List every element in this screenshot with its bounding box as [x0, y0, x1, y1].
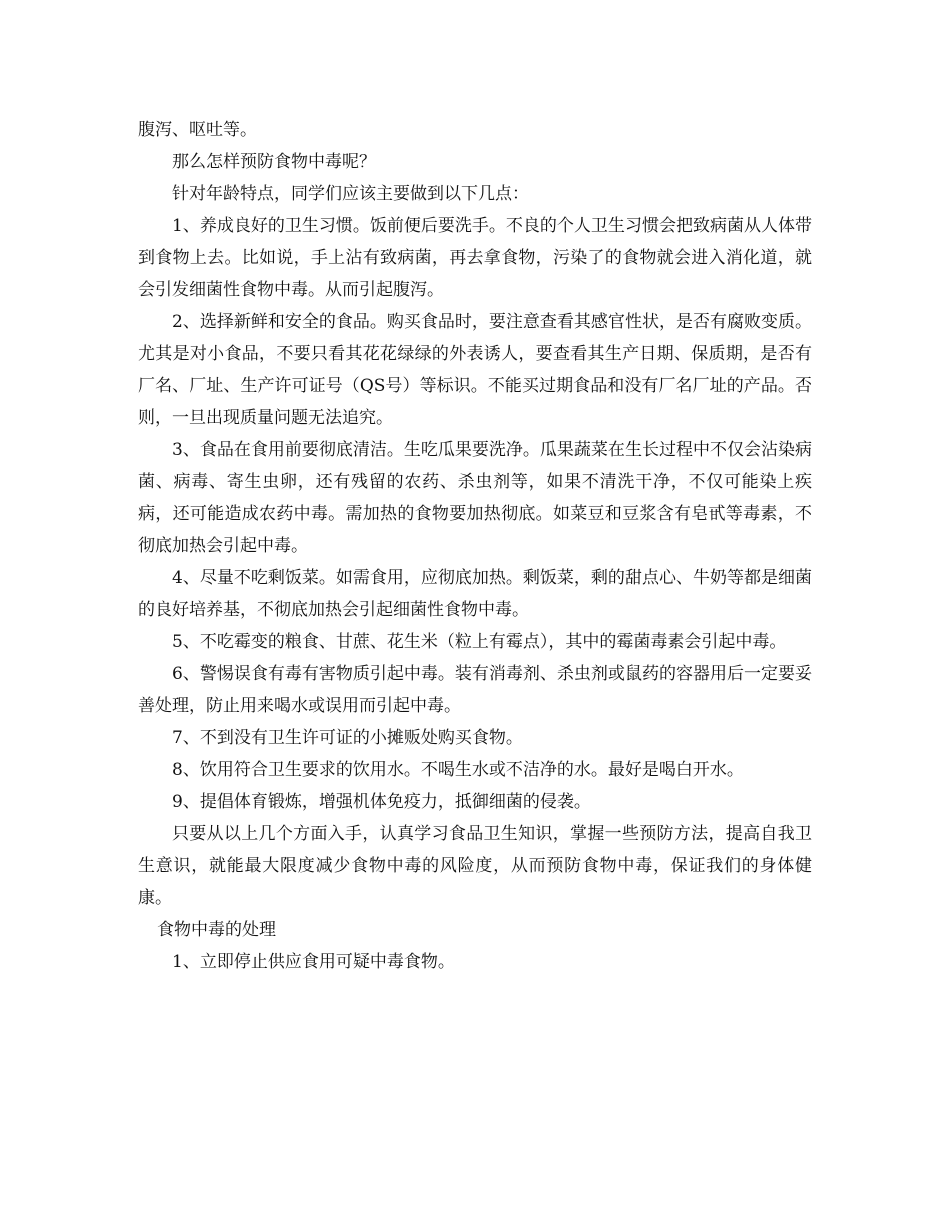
treatment-item-1: 1、立即停止供应食用可疑中毒食物。: [172, 952, 455, 972]
paragraph-summary: 只要从以上几个方面入手，认真学习食品卫生知识，掌握一些预防方法，提高自我卫生意识，就能最大限度减少食物中毒的风险度，从而预防食物中毒，保证我们的身体健康。: [138, 824, 812, 908]
list-item-1: 1、养成良好的卫生习惯。饭前便后要洗手。不良的个人卫生习惯会把致病菌从人体带到食物上去。比如说，手上沾有致病菌，再去拿食物，污染了的食物就会进入消化道，就会引发细菌性食物中毒。从而引起腹泻。: [138, 216, 812, 300]
list-item-7: 7、不到没有卫生许可证的小摊贩处购买食物。: [172, 728, 523, 748]
list-item-8: 8、饮用符合卫生要求的饮用水。不喝生水或不洁净的水。最好是喝白开水。: [172, 760, 744, 780]
list-item-4: 4、尽量不吃剩饭菜。如需食用，应彻底加热。剩饭菜，剩的甜点心、牛奶等都是细菌的良好培养基，不彻底加热会引起细菌性食物中毒。: [138, 568, 812, 620]
list-item-2: 2、选择新鲜和安全的食品。购买食品时，要注意查看其感官性状，是否有腐败变质。尤其是对小食品，不要只看其花花绿绿的外表诱人，要查看其生产日期、保质期，是否有厂名、厂址、生产许可证号（QS号）等标识。不能买过期食品和没有厂名厂址的产品。否则，一旦出现质量问题无法追究。: [138, 312, 812, 428]
list-item-3: 3、食品在食用前要彻底清洁。生吃瓜果要洗净。瓜果蔬菜在生长过程中不仅会沾染病菌、病毒、寄生虫卵，还有残留的农药、杀虫剂等，如果不清洗干净，不仅可能染上疾病，还可能造成农药中毒。需加热的食物要加热彻底。如菜豆和豆浆含有皂甙等毒素，不彻底加热会引起中毒。: [138, 440, 812, 556]
list-item-5: 5、不吃霉变的粮食、甘蔗、花生米（粒上有霉点），其中的霉菌毒素会引起中毒。: [172, 632, 787, 652]
paragraph-question: 那么怎样预防食物中毒呢？: [172, 152, 376, 172]
document-body: [138, 114, 812, 978]
paragraph-intro: 针对年龄特点，同学们应该主要做到以下几点：: [172, 184, 529, 204]
paragraph-continuation: 腹泻、呕吐等。: [138, 120, 257, 140]
section-heading: 食物中毒的处理: [157, 920, 276, 940]
list-item-9: 9、提倡体育锻炼，增强机体免疫力，抵御细菌的侵袭。: [172, 792, 591, 812]
list-item-6: 6、警惕误食有毒有害物质引起中毒。装有消毒剂、杀虫剂或鼠药的容器用后一定要妥善处理，防止用来喝水或误用而引起中毒。: [138, 664, 812, 716]
